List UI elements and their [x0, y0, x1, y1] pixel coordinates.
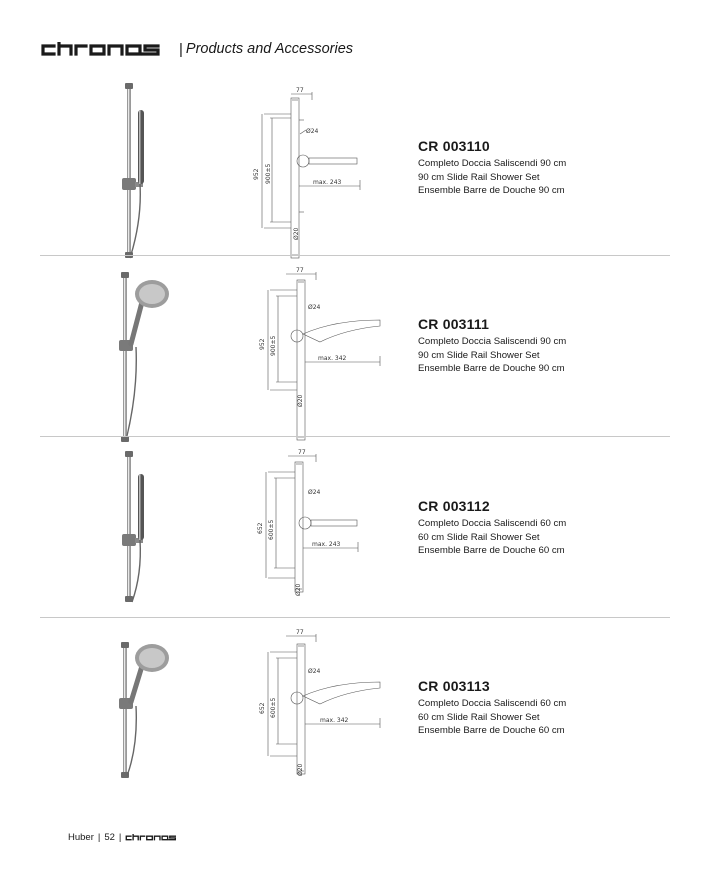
dim-diameter-base: Ø20: [293, 227, 300, 240]
divider: [40, 436, 670, 437]
description-italian: Completo Doccia Saliscendi 90 cm: [418, 336, 567, 347]
dim-diameter-base: Ø20: [297, 763, 304, 776]
description-english: 90 cm Slide Rail Shower Set: [418, 171, 540, 183]
description-italian: Completo Doccia Saliscendi 60 cm: [418, 518, 567, 529]
dim-total-height: 652: [259, 702, 266, 714]
product-row: [40, 80, 670, 261]
dim-rail-length: 900±5: [265, 163, 272, 184]
page-footer: [68, 830, 183, 844]
dim-reach: max. 342: [318, 355, 347, 362]
dim-diameter-rail: Ø24: [308, 489, 321, 496]
product-info: [418, 316, 566, 376]
dim-top: 77: [298, 449, 306, 456]
product-info: [418, 498, 566, 558]
dim-top: 77: [296, 629, 304, 636]
divider: [40, 255, 670, 256]
dim-rail-length: 600±5: [268, 519, 275, 540]
description-italian: Completo Doccia Saliscendi 60 cm: [418, 698, 567, 709]
product-photo-hand-shower: [100, 444, 180, 625]
dim-total-height: 952: [259, 338, 266, 350]
dim-reach: max. 243: [313, 179, 342, 186]
description-italian: Completo Doccia Saliscendi 90 cm: [418, 158, 567, 169]
product-photo-hand-shower: [100, 80, 180, 261]
page-header: [40, 38, 353, 60]
dim-diameter-base: Ø20: [297, 394, 304, 407]
product-info: [418, 138, 566, 198]
footer-company: Huber: [68, 831, 94, 843]
dim-rail-length: 900±5: [270, 335, 277, 356]
dim-diameter-base: Ø20: [295, 583, 302, 596]
description-english: 60 cm Slide Rail Shower Set: [418, 711, 540, 723]
product-code: CR 003112: [418, 498, 490, 514]
footer-separator: |: [118, 831, 122, 843]
product-info: [418, 678, 566, 738]
product-photo-round-shower: [100, 626, 180, 807]
dim-diameter-rail: Ø24: [308, 304, 321, 311]
technical-drawing: [240, 262, 410, 443]
dim-diameter-rail: Ø24: [306, 128, 319, 135]
dim-total-height: 652: [257, 522, 264, 534]
product-row: [40, 444, 670, 625]
description-french: Ensemble Barre de Douche 90 cm: [418, 185, 565, 196]
technical-drawing: [240, 444, 410, 625]
footer-chronos-logo: [125, 834, 183, 841]
dim-total-height: 952: [253, 168, 260, 180]
divider: [40, 617, 670, 618]
dim-rail-length: 600±5: [270, 697, 277, 718]
product-code: CR 003111: [418, 316, 490, 332]
description-french: Ensemble Barre de Douche 60 cm: [418, 545, 565, 556]
product-code: CR 003110: [418, 138, 490, 154]
chronos-logo: [40, 42, 176, 56]
page-number: 52: [104, 831, 115, 843]
product-row: [40, 262, 670, 443]
description-english: 90 cm Slide Rail Shower Set: [418, 349, 540, 361]
footer-separator: |: [97, 831, 101, 843]
dim-diameter-rail: Ø24: [308, 668, 321, 675]
header-separator: |: [179, 40, 183, 58]
product-photo-round-shower: [100, 262, 180, 443]
product-row: [40, 626, 670, 807]
dim-reach: max. 243: [312, 541, 341, 548]
page-title: Products and Accessories: [185, 41, 354, 57]
product-code: CR 003113: [418, 678, 490, 694]
technical-drawing: [240, 626, 410, 807]
dim-top: 77: [296, 267, 304, 274]
description-english: 60 cm Slide Rail Shower Set: [418, 531, 540, 543]
description-french: Ensemble Barre de Douche 90 cm: [418, 363, 565, 374]
dim-top: 77: [296, 87, 304, 94]
dim-reach: max. 342: [320, 717, 349, 724]
description-french: Ensemble Barre de Douche 60 cm: [418, 725, 565, 736]
technical-drawing: [240, 80, 410, 261]
